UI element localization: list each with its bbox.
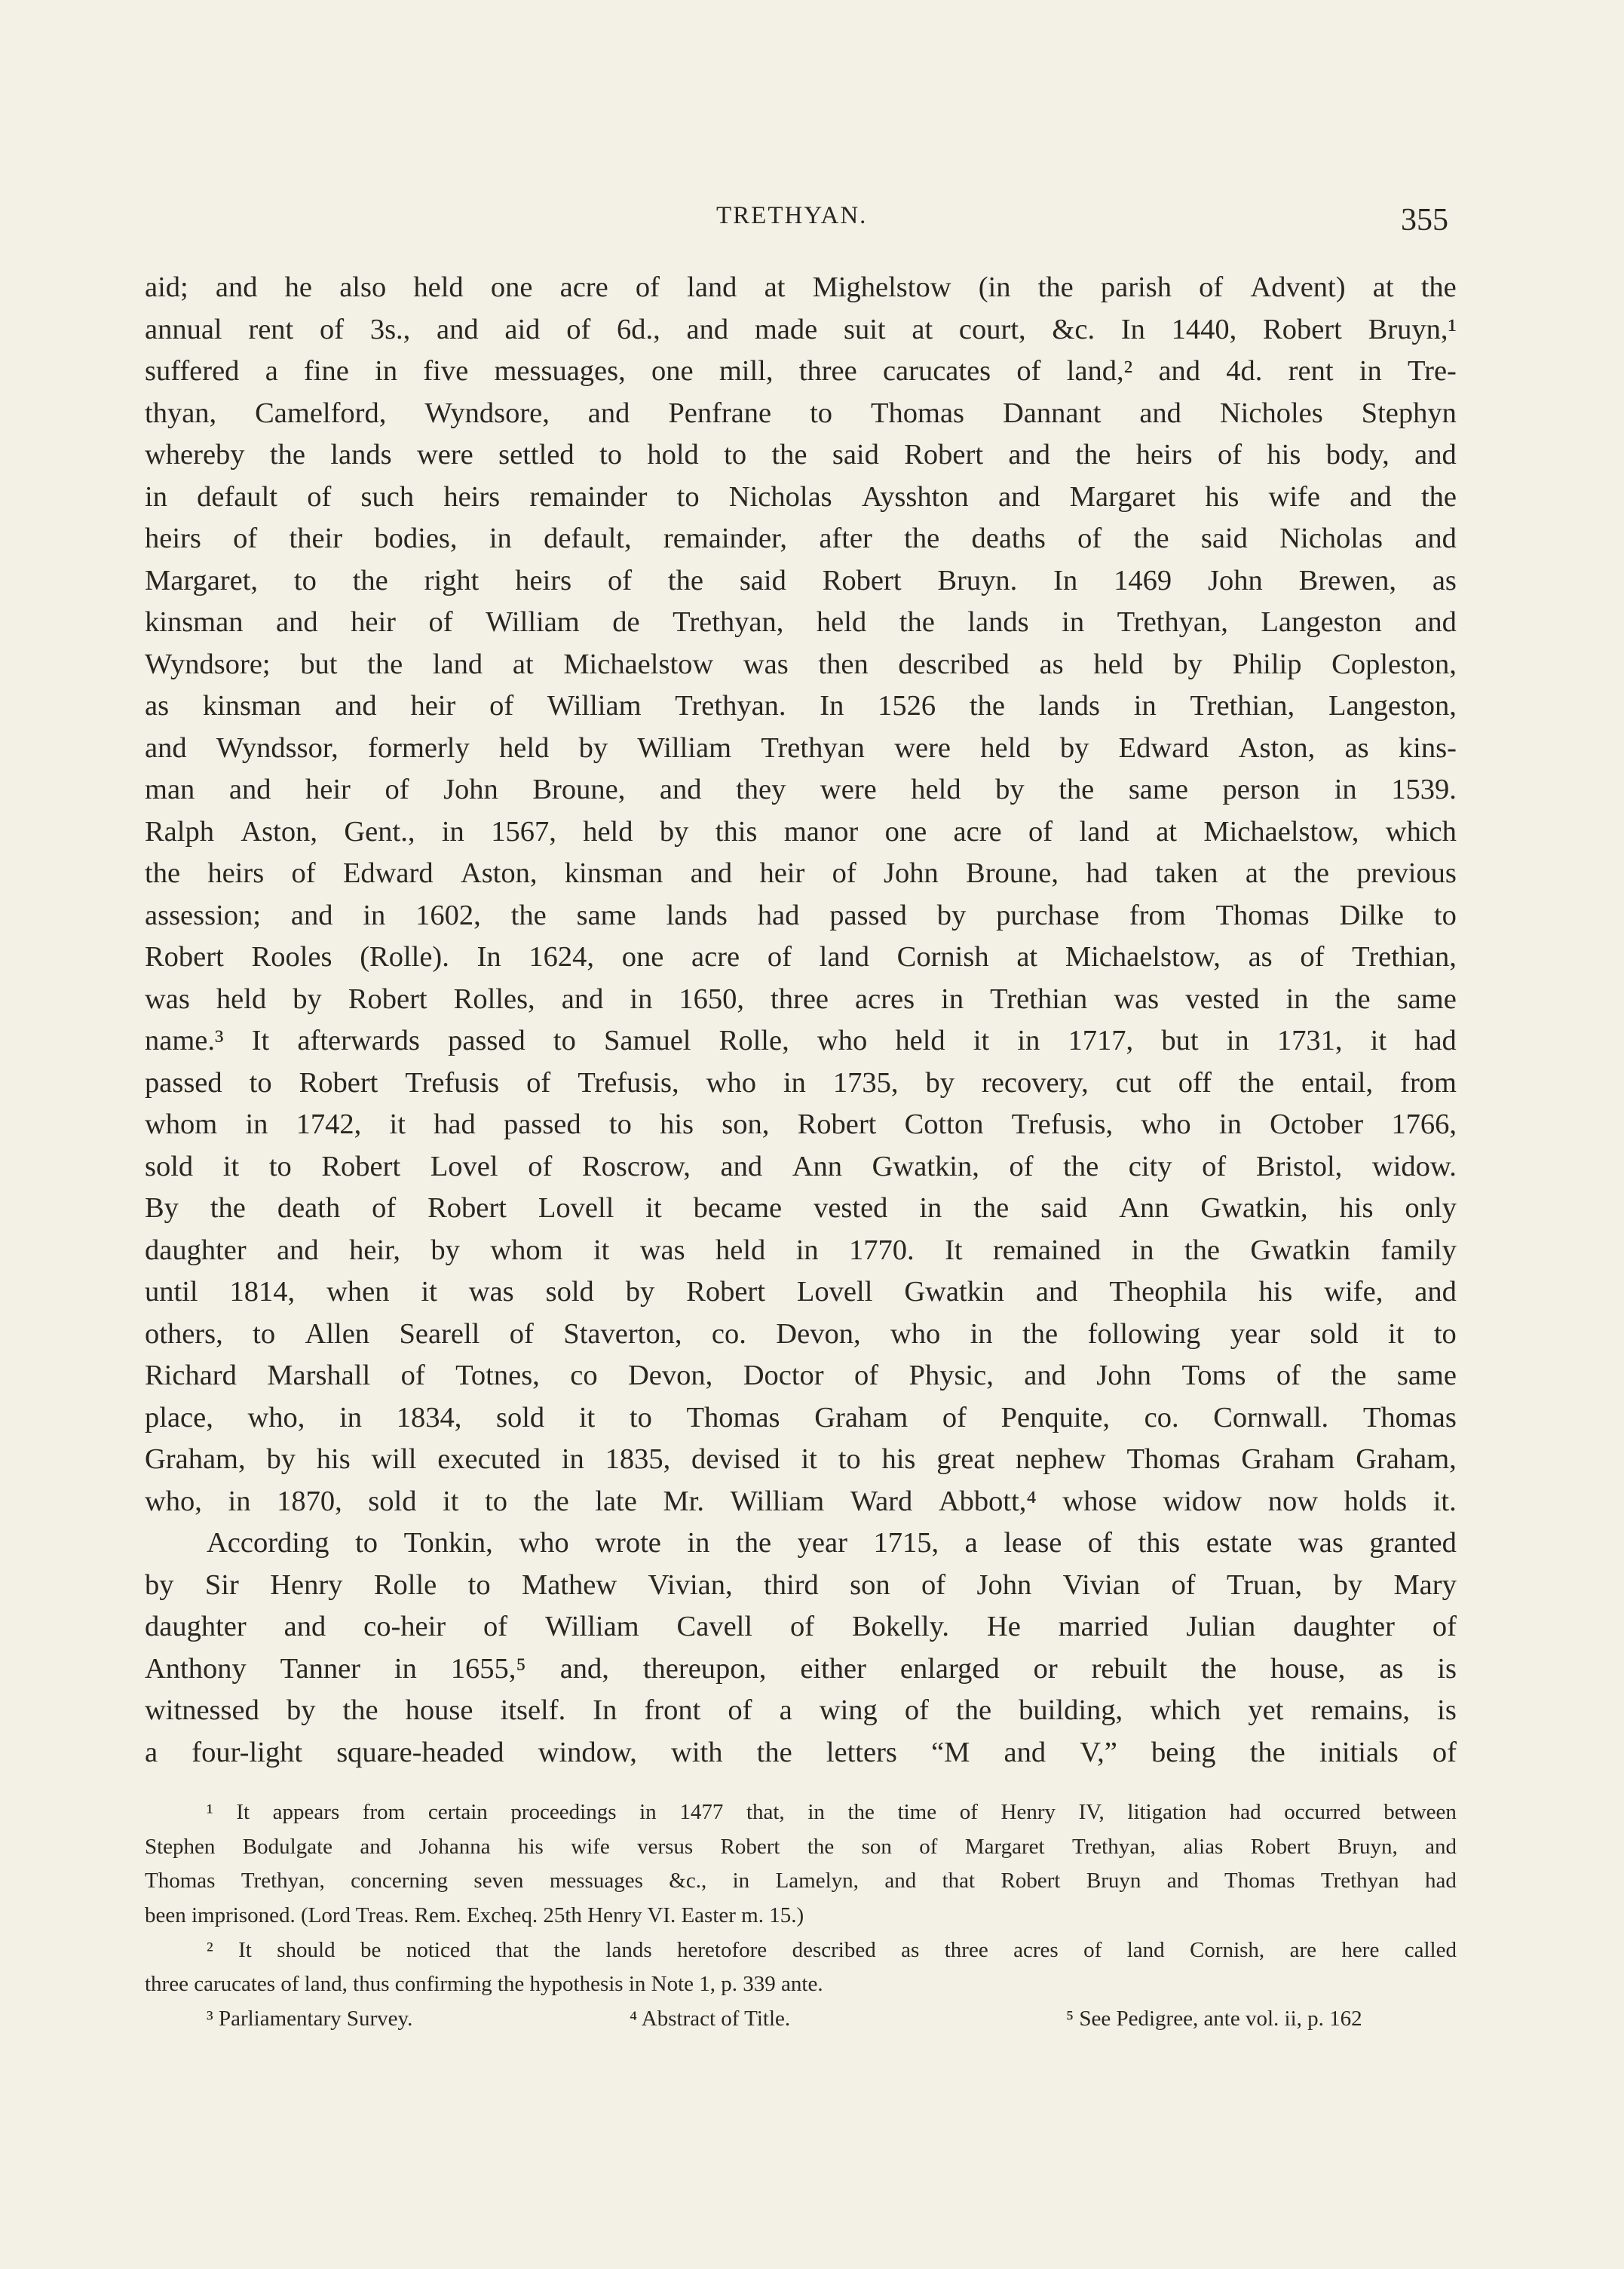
page-number: 355: [1401, 203, 1448, 238]
footnote-line: Stephen Bodulgate and Johanna his wife versus Robert the son of Margaret Trethyan, alias Robert Bruyn, and: [145, 1834, 1457, 1859]
body-line: man and heir of John Broune, and they were held by the same person in 1539.: [145, 774, 1457, 805]
body-line: sold it to Robert Lovel of Roscrow, and Ann Gwatkin, of the city of Bristol, widow.: [145, 1150, 1457, 1182]
body-line: who, in 1870, sold it to the late Mr. William Ward Abbott,⁴ whose widow now holds it.: [145, 1485, 1457, 1517]
body-line: passed to Robert Trefusis of Trefusis, who in 1735, by recovery, cut off the entail, from: [145, 1066, 1457, 1099]
body-line: as kinsman and heir of William Trethyan. In 1526 the lands in Trethian, Langeston,: [145, 690, 1457, 722]
footnote-4: ⁴ Abstract of Title.: [630, 2007, 791, 2031]
running-title: TRETHYAN.: [716, 202, 868, 229]
footnote-row-short-notes: [145, 2002, 1457, 2037]
body-line: place, who, in 1834, sold it to Thomas Graham of Penquite, co. Cornwall. Thomas: [145, 1401, 1457, 1433]
body-line: thyan, Camelford, Wyndsore, and Penfrane to Thomas Dannant and Nicholes Stephyn: [145, 397, 1457, 429]
body-line: by Sir Henry Rolle to Mathew Vivian, third son of John Vivian of Truan, by Mary: [145, 1568, 1457, 1601]
body-line: Margaret, to the right heirs of the said Robert Bruyn. In 1469 John Brewen, as: [145, 564, 1457, 596]
body-line: aid; and he also held one acre of land at Mighelstow (in the parish of Advent) at the: [145, 271, 1457, 303]
body-line: Robert Rooles (Rolle). In 1624, one acre of land Cornish at Michaelstow, as of Trethian,: [145, 941, 1457, 973]
body-line: suffered a fine in five messuages, one mill, three carucates of land,² and 4d. rent in Tre-: [145, 355, 1457, 387]
footnote-line: three carucates of land, thus confirming the hypothesis in Note 1, p. 339 ante.: [145, 1972, 823, 1997]
body-line: Graham, by his will executed in 1835, devised it to his great nephew Thomas Graham Graham,: [145, 1443, 1457, 1475]
body-line: Anthony Tanner in 1655,⁵ and, thereupon, either enlarged or rebuilt the house, as is: [145, 1652, 1457, 1685]
footnote-line: ² It should be noticed that the lands heretofore described as three acres of land Cornish, are here called: [207, 1937, 1457, 1962]
body-line: others, to Allen Searell of Staverton, co. Devon, who in the following year sold it to: [145, 1317, 1457, 1350]
body-line: Richard Marshall of Totnes, co Devon, Doctor of Physic, and John Toms of the same: [145, 1360, 1457, 1391]
body-line: whereby the lands were settled to hold to the said Robert and the heirs of his body, and: [145, 439, 1457, 471]
footnote-3: ³ Parliamentary Survey.: [207, 2007, 413, 2031]
body-line: name.³ It afterwards passed to Samuel Rolle, who held it in 1717, but in 1731, it had: [145, 1025, 1457, 1056]
body-line: the heirs of Edward Aston, kinsman and heir of John Broune, had taken at the previous: [145, 857, 1457, 889]
body-line: and Wyndssor, formerly held by William Trethyan were held by Edward Aston, as kins-: [145, 731, 1457, 764]
footnote-line: Thomas Trethyan, concerning seven messuages &c., in Lamelyn, and that Robert Bruyn and Thomas Trethyan had: [145, 1869, 1457, 1893]
body-line: until 1814, when it was sold by Robert Lovell Gwatkin and Theophila his wife, and: [145, 1276, 1457, 1308]
footnotes: [145, 1795, 1457, 2037]
body-line: annual rent of 3s., and aid of 6d., and made suit at court, &c. In 1440, Robert Bruyn,¹: [145, 313, 1457, 345]
body-line: daughter and heir, by whom it was held in 1770. It remained in the Gwatkin family: [145, 1234, 1457, 1266]
body-line: By the death of Robert Lovell it became vested in the said Ann Gwatkin, his only: [145, 1192, 1457, 1224]
body-line: Wyndsore; but the land at Michaelstow was then described as held by Philip Copleston,: [145, 648, 1457, 680]
footnote-line: ¹ It appears from certain proceedings in 1477 that, in the time of Henry IV, litigation had occurred between: [207, 1800, 1457, 1824]
body-line: was held by Robert Rolles, and in 1650, three acres in Trethian was vested in the same: [145, 983, 1457, 1015]
body-line: heirs of their bodies, in default, remainder, after the deaths of the said Nicholas and: [145, 523, 1457, 554]
body-line: witnessed by the house itself. In front of a wing of the building, which yet remains, is: [145, 1694, 1457, 1726]
body-line: a four-light square-headed window, with the letters “M and V,” being the initials of: [145, 1736, 1457, 1768]
body-line: daughter and co-heir of William Cavell of Bokelly. He married Julian daughter of: [145, 1611, 1457, 1642]
body-line: kinsman and heir of William de Trethyan, held the lands in Trethyan, Langeston and: [145, 606, 1457, 638]
body-text: [145, 267, 1457, 1774]
body-line: According to Tonkin, who wrote in the year 1715, a lease of this estate was granted: [207, 1527, 1457, 1559]
footnote-5: ⁵ See Pedigree, ante vol. ii, p. 162: [1066, 2007, 1362, 2031]
body-line: whom in 1742, it had passed to his son, Robert Cotton Trefusis, who in October 1766,: [145, 1108, 1457, 1140]
body-line: assession; and in 1602, the same lands had passed by purchase from Thomas Dilke to: [145, 899, 1457, 931]
body-line: in default of such heirs remainder to Nicholas Aysshton and Margaret his wife and the: [145, 480, 1457, 513]
body-line: Ralph Aston, Gent., in 1567, held by this manor one acre of land at Michaelstow, which: [145, 815, 1457, 848]
footnote-line: been imprisoned. (Lord Treas. Rem. Excheq. 25th Henry VI. Easter m. 15.): [145, 1903, 804, 1928]
